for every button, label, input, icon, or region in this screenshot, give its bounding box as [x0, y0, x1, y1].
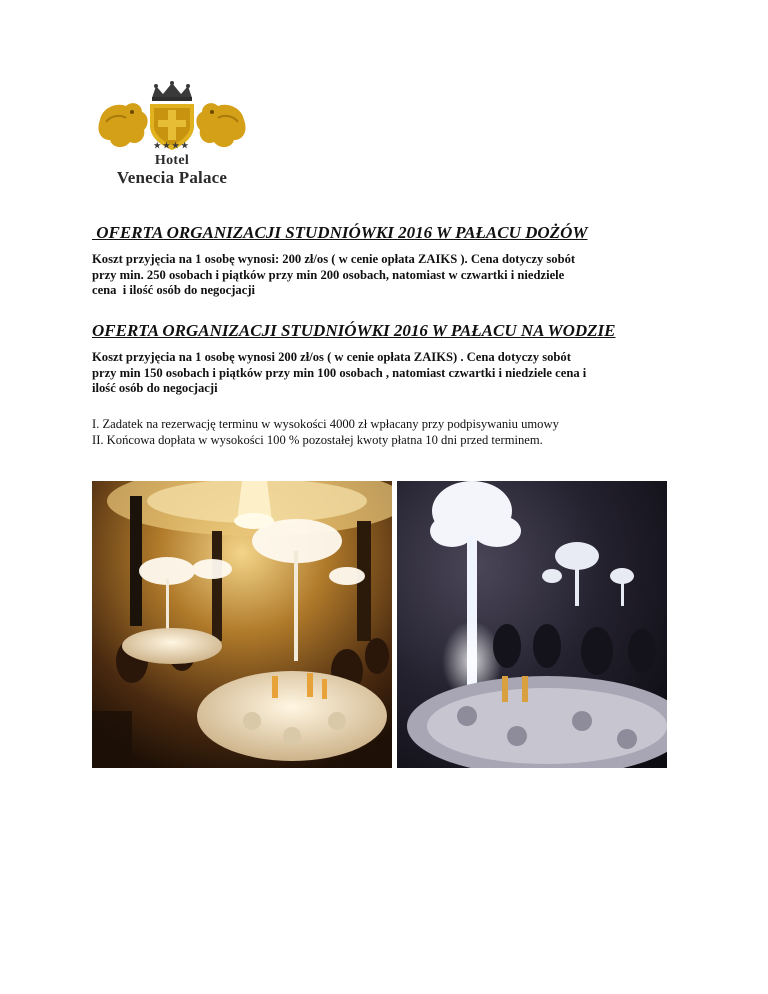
ballroom-photo-dark [397, 481, 667, 768]
ballroom-photo-warm [92, 481, 392, 768]
term-deposit: I. Zadatek na rezerwację terminu w wysokości 4000 zł wpłacany przy podpisywaniu umowy [92, 417, 559, 431]
heading-palac-dozow: OFERTA ORGANIZACJI STUDNIÓWKI 2016 W PAŁACU DOŻÓW [92, 223, 588, 242]
crown-icon [152, 81, 192, 101]
term-final-payment: II. Końcowa dopłata w wysokości 100 % pozostałej kwoty płatna 10 dni przed terminem. [92, 433, 543, 447]
heading-palac-na-wodzie: OFERTA ORGANIZACJI STUDNIÓWKI 2016 W PAŁACU NA WODZIE [92, 321, 616, 340]
logo-hotel-text: Hotel [154, 153, 190, 168]
paragraph-line: cena i ilość osób do negocjacji [92, 283, 256, 297]
paragraph-palac-dozow [92, 252, 692, 299]
paragraph-palac-na-wodzie [92, 350, 692, 397]
paragraph-line: przy min 150 osobach i piątków przy min 100 osobach , natomiast czwartki i niedziele cena i [92, 365, 587, 380]
logo-name-text: Venecia Palace [116, 168, 228, 187]
logo-stars: ★★★★ [153, 141, 191, 150]
hotel-logo [92, 80, 252, 192]
paragraph-line: Koszt przyjęcia na 1 osobę wynosi 200 zł/os ( w cenie opłata ZAIKS) . Cena dotyczy sobót [92, 350, 571, 364]
paragraph-line: Koszt przyjęcia na 1 osobę wynosi: 200 zł/os ( w cenie opłata ZAIKS ). Cena dotyczy sobót [92, 252, 576, 266]
paragraph-line: przy min. 250 osobach i piątków przy min 200 osobach, natomiast w czwartki i niedziele [92, 267, 565, 282]
paragraph-line: ilość osób do negocjacji [92, 381, 218, 395]
